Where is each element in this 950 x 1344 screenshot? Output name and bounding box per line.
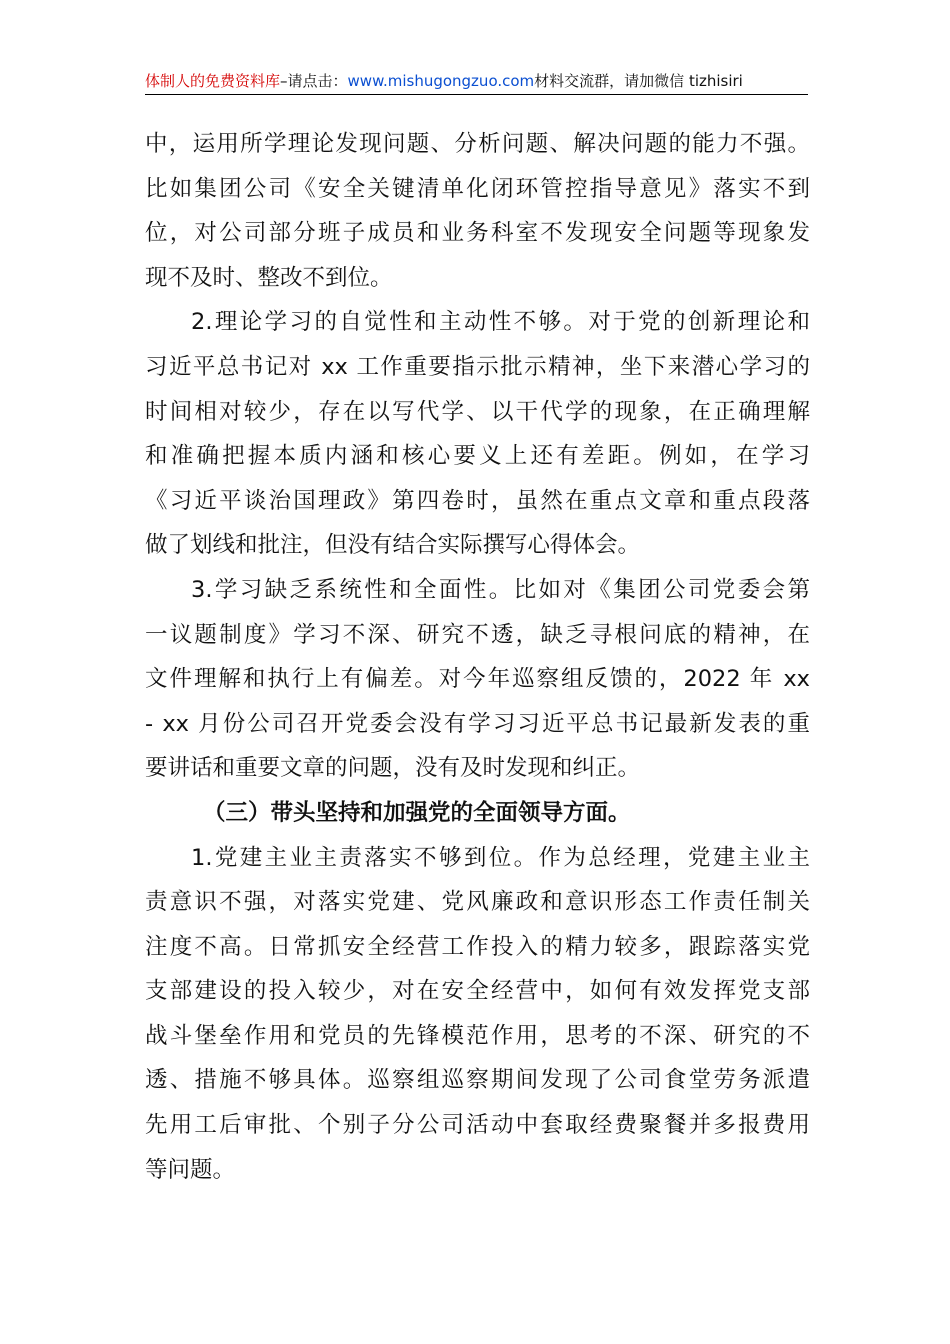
text-line: 比如集团公司《安全关键清单化闭环管控指导意见》落实不到: [145, 175, 810, 202]
text-line: 现不及时、整改不到位。: [145, 264, 393, 291]
text-line: 注度不高。日常抓安全经营工作投入的精力较多，跟踪落实党: [145, 933, 810, 960]
text-line: 时间相对较少，存在以写代学、以干代学的现象，在正确理解: [145, 398, 810, 425]
page-header: [145, 68, 808, 95]
text-line: 要讲话和重要文章的问题，没有及时发现和纠正。: [145, 755, 641, 782]
text-line: - xx 月份公司召开党委会没有学习习近平总书记最新发表的重: [145, 710, 810, 737]
header-prompt: –请点击：: [280, 72, 348, 90]
text-line: 中，运用所学理论发现问题、分析问题、解决问题的能力不强。: [145, 131, 810, 157]
text-line: 文件理解和执行上有偏差。对今年巡察组反馈的，2022 年 xx: [145, 666, 810, 693]
text-line: 和准确把握本质内涵和核心要义上还有差距。例如，在学习: [145, 443, 810, 470]
paragraph-start-line: 1.党建主业主责落实不够到位。作为总经理，党建主业主: [191, 844, 810, 871]
text-line: 习近平总书记对 xx 工作重要指示批示精神，坐下来潜心学习的: [145, 353, 810, 380]
paragraph-start-line: 3.学习缺乏系统性和全面性。比如对《集团公司党委会第: [191, 576, 810, 603]
text-line: 透、措施不够具体。巡察组巡察期间发现了公司食堂劳务派遣: [145, 1067, 810, 1094]
text-line: 《习近平谈治国理政》第四卷时，虽然在重点文章和重点段落: [145, 487, 810, 514]
paragraph-start-line: 2.理论学习的自觉性和主动性不够。对于党的创新理论和: [191, 309, 810, 336]
section-heading: （三）带头坚持和加强党的全面领导方面。: [203, 799, 631, 826]
document-body: [145, 122, 810, 1192]
text-line: 责意识不强，对落实党建、党风廉政和意识形态工作责任制关: [145, 889, 810, 916]
text-line: 战斗堡垒作用和党员的先锋模范作用，思考的不深、研究的不: [145, 1022, 810, 1049]
text-line: 做了划线和批注，但没有结合实际撰写心得体会。: [145, 532, 641, 559]
text-line: 一议题制度》学习不深、研究不透，缺乏寻根问底的精神，在: [145, 621, 810, 648]
text-line: 支部建设的投入较少，对在安全经营中，如何有效发挥党支部: [145, 978, 810, 1005]
text-line: 位，对公司部分班子成员和业务科室不发现安全问题等现象发: [145, 220, 810, 247]
header-contact: 材料交流群，请加微信 tizhisiri: [534, 72, 743, 90]
header-brand: 体制人的免费资料库: [145, 72, 281, 90]
text-line: 等问题。: [145, 1156, 236, 1183]
header-url-link[interactable]: www.mishugongzuo.com: [347, 72, 535, 90]
text-line: 先用工后审批、个别子分公司活动中套取经费聚餐并多报费用: [145, 1112, 810, 1139]
